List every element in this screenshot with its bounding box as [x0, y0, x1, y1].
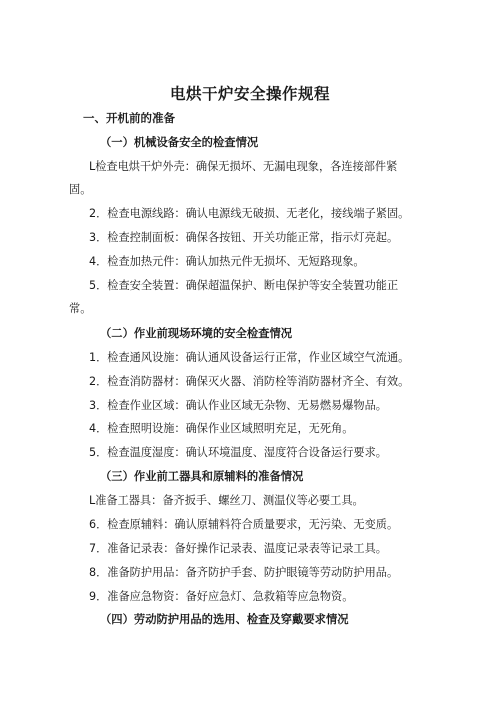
subsection-heading: （三）作业前工器具和原辅料的准备情况 [100, 470, 304, 483]
list-item: 2．检查电源线路：确认电源线无破损、无老化，接线端子紧固。 [89, 207, 410, 220]
list-item: 6．检查原辅料：确认原辅料符合质量要求，无污染、无变质。 [89, 518, 399, 531]
list-item: 4．检查加热元件：确认加热元件无损坏、无短路现象。 [89, 255, 365, 268]
list-item: 7．准备记录表：备好操作记录表、温度记录表等记录工具。 [89, 542, 387, 555]
subsection-heading: （四）劳动防护用品的选用、检查及穿戴要求情况 [100, 613, 349, 626]
list-item: 9．准备应急物资：备好应急灯、急救箱等应急物资。 [89, 590, 354, 603]
list-item: 3．检查作业区域：确认作业区域无杂物、无易燃易爆物品。 [89, 399, 387, 412]
subsection-heading: （一）机械设备安全的检查情况 [100, 136, 259, 149]
list-item: 2．检查消防器材：确保灭火器、消防栓等消防器材齐全、有效。 [89, 375, 410, 388]
list-item: 5．检查温度湿度：确认环境温度、湿度符合设备运行要求。 [89, 446, 387, 459]
list-item-continuation: 常。 [69, 302, 92, 315]
list-item: 4．检查照明设施：确保作业区域照明充足，无死角。 [89, 422, 354, 435]
list-item: L检查电烘干炉外壳：确保无损坏、无漏电现象，各连接部件紧 [89, 160, 398, 173]
list-item: 8．准备防护用品：备齐防护手套、防护眼镜等劳动防护用品。 [89, 566, 399, 579]
subsection-heading: （二）作业前现场环境的安全检查情况 [100, 327, 293, 340]
page-title: 电烘干炉安全操作规程 [169, 85, 330, 103]
list-item: 3．检查控制面板：确保各按钮、开关功能正常，指示灯亮起。 [89, 231, 399, 244]
list-item: 1．检查通风设施：确认通风设备运行正常，作业区域空气流通。 [89, 351, 410, 364]
section-heading: 一、开机前的准备 [83, 111, 175, 125]
list-item-continuation: 固。 [69, 183, 92, 196]
list-item: L准备工器具：备齐扳手、螺丝刀、测温仪等必要工具。 [89, 494, 364, 507]
list-item: 5．检查安全装置：确保超温保护、断电保护等安全装置功能正 [89, 279, 399, 292]
